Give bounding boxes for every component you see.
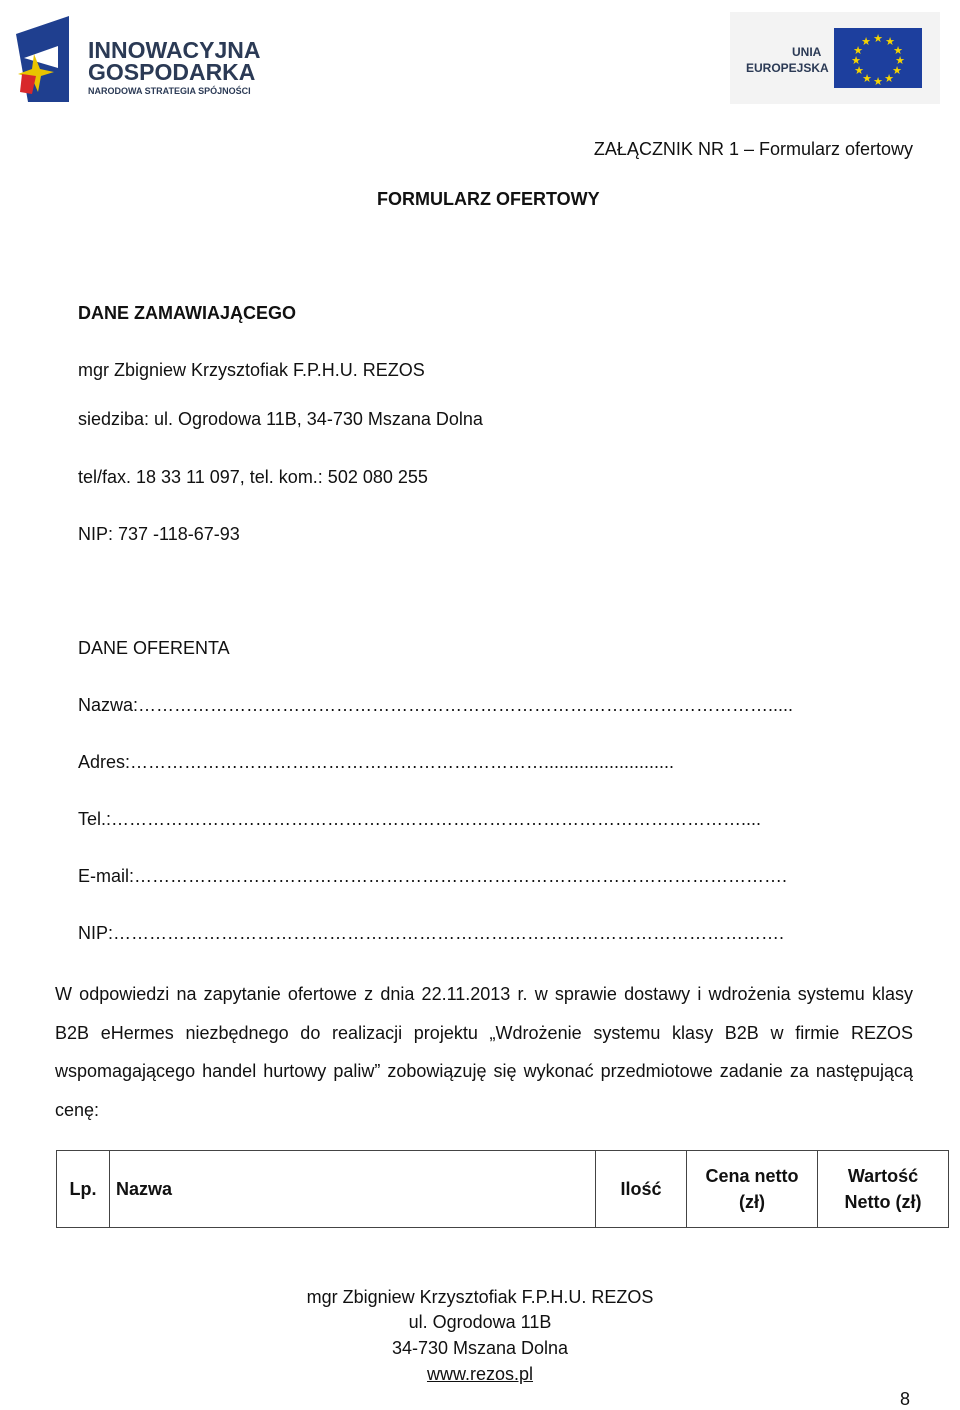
form-title: FORMULARZ OFERTOWY — [377, 189, 600, 209]
buyer-heading: DANE ZAMAWIAJĄCEGO — [78, 303, 297, 323]
offeror-phone-dots: …………………………………………………………………………………………….... — [111, 809, 762, 829]
offeror-nip-dots: …………………………………………………………………………………………………. — [113, 923, 785, 943]
buyer-address: siedziba: ul. Ogrodowa 11B, 34-730 Mszana Dolna — [78, 409, 483, 429]
footer-street: ul. Ogrodowa 11B — [408, 1312, 552, 1332]
header-cell-net-price: Cena netto (zł) — [687, 1151, 818, 1228]
offeror-name-field[interactable] — [78, 695, 918, 716]
offeror-address-dots: …………………………………………………………….......................... — [130, 752, 675, 772]
innowacyjna-gospodarka-emblem — [14, 14, 286, 106]
footer-city: 34-730 Mszana Dolna — [391, 1338, 569, 1358]
offeror-phone-field[interactable] — [78, 809, 918, 830]
offeror-name-label: Nazwa: — [78, 695, 139, 715]
header-cell-net-value: Wartość Netto (zł) — [818, 1151, 949, 1228]
offeror-email-dots: ………………………………………………………………………………………………. — [134, 866, 788, 886]
table-header-row — [57, 1151, 949, 1228]
eu-flag-emblem — [730, 12, 940, 104]
eu-text-line1: UNIA — [792, 45, 822, 59]
buyer-nip: NIP: 737 -118-67-93 — [78, 524, 240, 544]
eu-text-line2: EUROPEJSKA — [746, 61, 829, 75]
svg-text:★: ★ — [862, 72, 872, 85]
logo-text-line3: NARODOWA STRATEGIA SPÓJNOŚCI — [88, 86, 251, 96]
offeror-address-label: Adres: — [78, 752, 131, 772]
logo-text-line1: INNOWACYJNA — [88, 37, 261, 63]
svg-text:★: ★ — [884, 72, 894, 85]
offeror-address-field[interactable] — [78, 752, 918, 773]
logo-text-line2: GOSPODARKA — [88, 59, 256, 85]
svg-text:★: ★ — [851, 54, 861, 67]
offeror-phone-label: Tel.: — [78, 809, 112, 829]
svg-text:★: ★ — [892, 64, 902, 77]
header-cell-name: Nazwa — [110, 1151, 596, 1228]
offeror-heading: DANE OFERENTA — [78, 638, 230, 658]
svg-text:★: ★ — [895, 54, 905, 67]
footer-website-link[interactable]: www.rezos.pl — [426, 1364, 534, 1384]
buyer-name: mgr Zbigniew Krzysztofiak F.P.H.U. REZOS — [78, 360, 425, 380]
header-cell-lp: Lp. — [57, 1151, 110, 1228]
header-cell-quantity: Ilość — [596, 1151, 687, 1228]
offer-paragraph: W odpowiedzi na zapytanie ofertowe z dnia 22.11.2013 r. w sprawie dostawy i wdrożenia systemu klasy B2B eHermes niezbędnego do realizacji projektu „Wdrożenie systemu klasy B2B w firmie REZOS wspomagającego handel hurtowy paliw” zobowiązuję się wykonać przedmiotowe zadanie za następującą cenę: — [55, 984, 913, 1120]
offeror-nip-field[interactable] — [78, 923, 918, 944]
svg-text:★: ★ — [893, 44, 903, 57]
annex-label: ZAŁĄCZNIK NR 1 – Formularz ofertowy — [593, 139, 913, 159]
svg-text:★: ★ — [853, 44, 863, 57]
offeror-email-label: E-mail: — [78, 866, 135, 886]
buyer-phone: tel/fax. 18 33 11 097, tel. kom.: 502 080 255 — [78, 467, 428, 487]
innowacyjna-gospodarka-logo — [14, 14, 286, 106]
offeror-name-dots: ……………………………………………………………………………………………..... — [138, 695, 794, 715]
offeror-email-field[interactable] — [78, 866, 918, 887]
svg-text:★: ★ — [861, 35, 871, 48]
svg-text:★: ★ — [873, 75, 883, 88]
footer-company: mgr Zbigniew Krzysztofiak F.P.H.U. REZOS — [306, 1287, 654, 1307]
page-number: 8 — [900, 1389, 911, 1409]
unia-europejska-logo — [730, 12, 940, 104]
svg-text:★: ★ — [885, 35, 895, 48]
svg-text:★: ★ — [854, 64, 864, 77]
offer-table — [56, 1150, 949, 1228]
svg-text:★: ★ — [873, 32, 883, 45]
offeror-nip-label: NIP: — [78, 923, 114, 943]
